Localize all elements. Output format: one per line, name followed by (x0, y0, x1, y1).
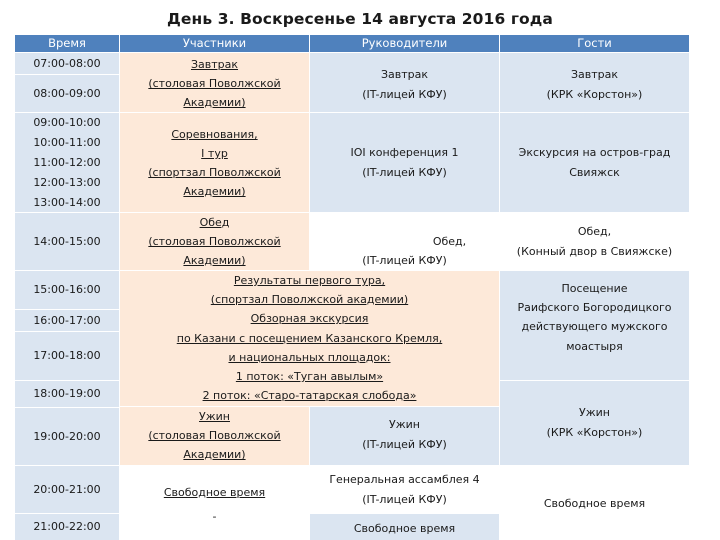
leaders-assembly-line: Генеральная ассамблея 4 (329, 473, 480, 486)
participants-competition-line: I тур (201, 147, 228, 160)
leaders-breakfast-line: Завтрак (380, 68, 429, 81)
guests-lunch-line: (Конный двор в Свияжске) (516, 245, 673, 258)
guests-monastery-line: действующего мужского (521, 320, 668, 333)
guests-excursion-cell (500, 113, 689, 212)
leaders-free-time: Свободное время (353, 522, 456, 535)
guests-breakfast-line: Завтрак (570, 68, 619, 81)
participants-lunch-line: Академии) (183, 254, 246, 267)
participants-breakfast-line: Завтрак (190, 58, 239, 71)
guests-excursion-line: Экскурсия на остров-град (518, 146, 671, 159)
time-row: 18:00-19:00 (15, 381, 119, 407)
leaders-breakfast-cell (310, 53, 499, 112)
merged-program-line: 1 поток: «Туган авылым» (235, 370, 384, 383)
time-row: 09:00-10:00 (15, 113, 119, 133)
leaders-assembly-cell (310, 466, 499, 513)
guests-lunch-line: Обед, (577, 225, 612, 238)
guests-monastery-line: Посещение (561, 282, 628, 295)
participants-breakfast-cell (120, 53, 309, 112)
guests-dinner-line: (КРК «Корстон») (546, 426, 643, 439)
time-row: 14:00-15:00 (15, 213, 119, 270)
header-time: Время (15, 35, 119, 52)
leaders-conference-cell (310, 113, 499, 212)
merged-program-line: и национальных площадок: (228, 351, 391, 364)
participants-lunch-cell (120, 213, 309, 270)
participants-free-time: Свободное время (163, 486, 266, 499)
time-row: 13:00-14:00 (15, 193, 119, 212)
merged-program-cell (120, 271, 499, 406)
leaders-dinner-line: (IT-лицей КФУ) (362, 438, 447, 451)
participants-dinner-line: Академии) (183, 448, 246, 461)
participants-lunch-line: (столовая Поволжской (148, 235, 281, 248)
leaders-lunch-cell (310, 213, 499, 270)
leaders-conference-line: IOI конференция 1 (350, 146, 459, 159)
leaders-lunch-line: (IT-лицей КФУ) (362, 254, 447, 267)
leaders-conference-line: (IT-лицей КФУ) (362, 166, 447, 179)
time-row: 17:00-18:00 (15, 332, 119, 380)
guests-free-time-cell (500, 466, 689, 540)
time-row: 20:00-21:00 (15, 466, 119, 513)
time-row: 11:00-12:00 (15, 153, 119, 173)
guests-monastery-line: моастыря (566, 340, 623, 353)
guests-monastery-line: Раифского Богородицкого (517, 301, 672, 314)
participants-free-time-cell (120, 466, 309, 540)
header-participants: Участники (120, 35, 309, 52)
guests-lunch-cell (500, 213, 689, 270)
participants-competition-cell (120, 113, 309, 212)
guests-dinner-cell (500, 381, 689, 465)
guests-breakfast-line: (КРК «Корстон») (546, 88, 643, 101)
time-row: 21:00-22:00 (15, 514, 119, 540)
time-row: 15:00-16:00 (15, 271, 119, 309)
header-guests: Гости (500, 35, 689, 52)
header-leaders: Руководители (310, 35, 499, 52)
time-row: 16:00-17:00 (15, 310, 119, 331)
participants-competition-line: (спортзал Поволжской (148, 166, 281, 179)
page-title: День 3. Воскресенье 14 августа 2016 года (167, 10, 553, 28)
merged-program-line: Результаты первого тура, (233, 274, 386, 287)
time-row: 07:00-08:00 (15, 53, 119, 74)
participants-dinner-line: Ужин (199, 410, 230, 423)
guests-dinner-line: Ужин (579, 406, 610, 419)
guests-excursion-line: Свияжск (569, 166, 620, 179)
leaders-breakfast-line: (IT-лицей КФУ) (362, 88, 447, 101)
time-row: 10:00-11:00 (15, 133, 119, 153)
leaders-lunch-line: Обед, (432, 235, 467, 248)
guests-free-time: Свободное время (543, 497, 646, 510)
participants-breakfast-line: (столовая Поволжской (148, 77, 281, 90)
time-row: 08:00-09:00 (15, 75, 119, 112)
leaders-dinner-line: Ужин (389, 418, 420, 431)
participants-competition-line: Академии) (183, 185, 246, 198)
participants-dash: - (212, 510, 217, 523)
guests-breakfast-cell (500, 53, 689, 112)
merged-program-line: (спортзал Поволжской академии) (210, 293, 409, 306)
participants-competition-line: Соревнования, (171, 128, 258, 141)
participants-dinner-cell (120, 407, 309, 465)
participants-lunch-line: Обед (199, 216, 230, 229)
time-row: 12:00-13:00 (15, 173, 119, 193)
merged-program-line: Обзорная экскурсия (250, 312, 369, 325)
participants-dinner-line: (столовая Поволжской (148, 429, 281, 442)
leaders-free-time-cell (310, 514, 499, 540)
time-row: 19:00-20:00 (15, 408, 119, 465)
guests-monastery-cell (500, 271, 689, 380)
merged-program-line: по Казани с посещением Казанского Кремля, (176, 332, 443, 345)
merged-program-line: 2 поток: «Старо-татарская слобода» (202, 389, 417, 402)
leaders-assembly-line: (IT-лицей КФУ) (362, 493, 447, 506)
leaders-dinner-cell (310, 407, 499, 465)
participants-breakfast-line: Академии) (183, 96, 246, 109)
